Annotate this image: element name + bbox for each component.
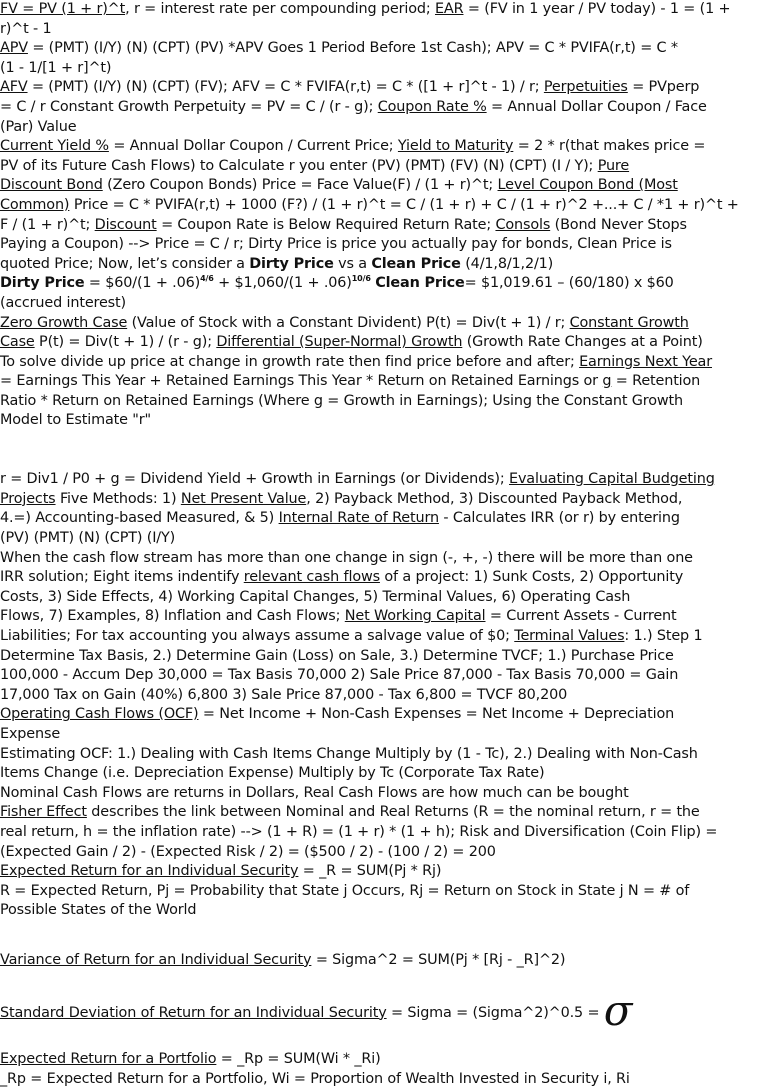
bold-term: Dirty Price bbox=[0, 275, 85, 292]
text-span: Estimating OCF: 1.) Dealing with Cash Items Change Multiply by (1 - Tc), 2.) Dealing with Non-Cash bbox=[0, 745, 698, 762]
text-span: (1 - 1/[1 + r]^t) bbox=[0, 59, 112, 76]
text-line bbox=[0, 843, 768, 863]
text-line bbox=[0, 372, 768, 392]
text-span: R = Expected Return, Pj = Probability that State j Occurs, Rj = Return on Stock in State j N = # of bbox=[0, 882, 690, 899]
text-line bbox=[0, 568, 768, 588]
text-span: r = Div1 / P0 + g = Dividend Yield + Growth in Earnings (or Dividends); bbox=[0, 471, 509, 488]
text-line bbox=[0, 255, 768, 275]
text-span: To solve divide up price at change in growth rate then find price before and after; bbox=[0, 353, 580, 370]
underlined-term: g bbox=[602, 373, 612, 390]
text-line bbox=[0, 196, 768, 216]
text-span: Nominal Cash Flows are returns in Dollars, Real Cash Flows are how much can be bought bbox=[0, 784, 629, 801]
text-line bbox=[0, 294, 768, 314]
text-span: , 2) Payback Method, 3) Discounted Payback Method, bbox=[306, 490, 683, 507]
text-span: Determine Tax Basis, 2.) Determine Gain (Loss) on Sale, 3.) Determine TVCF; 1.) Purchase Price bbox=[0, 647, 674, 664]
text-span: 100,000 - Accum Dep 30,000 = Tax Basis 70,000 2) Sale Price 87,000 - Tax Basis 70,000 = Gain bbox=[0, 667, 679, 684]
text-span: = _R = SUM(Pj * Rj) bbox=[298, 863, 442, 880]
text-span: Costs, 3) Side Effects, 4) Working Capital Changes, 5) Terminal Values, 6) Operating Cash bbox=[0, 588, 631, 605]
text-span: When the cash flow stream has more than one change in sign (-, +, -) there will be more than one bbox=[0, 549, 693, 566]
text-span: = (PMT) (I/Y) (N) (CPT) (PV) *APV Goes 1 Period Before 1st Cash); APV = C * PVIFA(r,t) = C * bbox=[27, 40, 678, 57]
text-span: (accrued interest) bbox=[0, 294, 126, 311]
text-line bbox=[0, 1070, 768, 1089]
text-line bbox=[0, 607, 768, 627]
text-line bbox=[0, 0, 768, 20]
underlined-term: Variance of Return for an Individual Security bbox=[0, 951, 312, 968]
underlined-term: Terminal Values bbox=[514, 628, 625, 644]
underlined-term: Discount Bond bbox=[0, 177, 103, 194]
text-line bbox=[0, 490, 768, 510]
text-span: (Growth Rate Changes at a Point) bbox=[462, 334, 703, 351]
text-line bbox=[0, 333, 768, 353]
text-span: = (PMT) (I/Y) (N) (CPT) (FV); AFV = C * FVIFA(r,t) = C * ([1 + r]^t - 1) / r; bbox=[27, 79, 544, 96]
bold-term: Clean Price bbox=[375, 275, 465, 292]
text-span: of a project: 1) Sunk Costs, 2) Opportunity bbox=[379, 569, 684, 586]
text-line bbox=[0, 157, 768, 177]
underlined-term: APV bbox=[0, 40, 28, 57]
bold-term: Clean Price bbox=[371, 255, 461, 272]
underlined-term: Current Yield % bbox=[0, 138, 109, 155]
text-line bbox=[0, 823, 768, 843]
text-line bbox=[0, 78, 768, 98]
underlined-term: Perpetuities bbox=[543, 79, 628, 96]
text-span: Five Methods: 1) bbox=[55, 490, 181, 507]
superscript: 4/6 bbox=[200, 274, 214, 284]
text-line bbox=[0, 20, 768, 40]
text-span: (Expected Gain / 2) - (Expected Risk / 2) = ($500 / 2) - (100 / 2) = 200 bbox=[0, 843, 496, 860]
text-span: + $1,060/(1 + .06) bbox=[213, 275, 352, 292]
text-span: (Value of Stock with a Constant Divident) P(t) = Div(t + 1) / r; bbox=[127, 314, 570, 331]
underlined-term: Expected Return for a Portfolio bbox=[0, 1051, 217, 1068]
blank-line bbox=[0, 971, 768, 1001]
text-span: Flows, 7) Examples, 8) Inflation and Cash Flows; bbox=[0, 608, 345, 625]
text-span: _Rp = Expected Return for a Portfolio, Wi = Proportion of Wealth Invested in Security i, Ri bbox=[0, 1070, 630, 1087]
text-line bbox=[0, 118, 768, 138]
text-line bbox=[0, 666, 768, 686]
text-span: = Current Assets - Current bbox=[485, 608, 677, 625]
underlined-term: Consols bbox=[495, 216, 551, 233]
blank-line bbox=[0, 1020, 768, 1050]
text-line bbox=[0, 470, 768, 490]
text-line bbox=[0, 686, 768, 706]
text-line bbox=[0, 411, 768, 431]
text-span: = Sigma^2 = SUM(Pj * [Rj - _R]^2) bbox=[311, 951, 566, 968]
underlined-term: Coupon Rate % bbox=[377, 98, 487, 115]
text-span: = C / r Constant Growth Perpetuity = PV = C / (r - g); bbox=[0, 98, 378, 115]
text-span: Price = C * PVIFA(r,t) + 1000 (F?) / (1 + r)^t = C / (1 + r) + C / (1 + r)^2 +...+ C / *1 + r)^t + bbox=[69, 196, 739, 213]
text-span: = _Rp = SUM(Wi * _Ri) bbox=[216, 1051, 381, 1068]
text-span: Ratio * Return on Retained Earnings (Where g = Growth in Earnings); Using the Constant Growth bbox=[0, 392, 683, 409]
text-span: = (FV in 1 year / PV today) - 1 = (1 + bbox=[463, 1, 731, 17]
underlined-term: Constant Growth bbox=[569, 314, 689, 331]
text-span: = Annual Dollar Coupon / Face bbox=[486, 98, 707, 115]
text-span: PV of its Future Cash Flows) to Calculate r you enter (PV) (PMT) (FV) (N) (CPT) (I / Y); bbox=[0, 157, 598, 174]
underlined-term: Projects bbox=[0, 490, 56, 507]
text-line bbox=[0, 353, 768, 373]
text-line bbox=[0, 725, 768, 745]
text-span: = Earnings This Year + Retained Earnings This Year * Return on Retained Earnings or bbox=[0, 373, 603, 390]
text-span: (Zero Coupon Bonds) Price = Face Value(F) / (1 + r)^t; bbox=[102, 177, 498, 194]
text-span: Paying a Coupon) --> Price = C / r; Dirty Price is price you actually pay for bonds, Clean Price is bbox=[0, 236, 672, 253]
text-span: = Coupon Rate is Below Required Return Rate; bbox=[156, 216, 496, 233]
underlined-term: Yield to Maturity bbox=[397, 138, 514, 155]
text-line bbox=[0, 314, 768, 334]
text-line bbox=[0, 647, 768, 667]
text-span: = 2 * r(that makes price = bbox=[513, 138, 706, 155]
text-line bbox=[0, 1050, 768, 1070]
text-span: , r = interest rate per compounding period; bbox=[125, 1, 435, 17]
text-span: (4/1,8/1,2/1) bbox=[460, 255, 554, 272]
text-line bbox=[0, 549, 768, 569]
underlined-term: Differential (Super-Normal) Growth bbox=[216, 334, 463, 351]
text-span: = Retention bbox=[611, 373, 701, 390]
underlined-term: Expected Return for an Individual Security bbox=[0, 863, 299, 880]
text-line bbox=[0, 862, 768, 882]
text-span: = Sigma = (Sigma^2)^0.5 = bbox=[386, 1004, 604, 1021]
underlined-term: Common) bbox=[0, 196, 70, 213]
text-span: Items Change (i.e. Depreciation Expense) Multiply by Tc (Corporate Tax Rate) bbox=[0, 765, 545, 782]
underlined-term: Discount bbox=[94, 216, 157, 233]
underlined-term: FV = PV (1 + r)^t bbox=[0, 1, 126, 17]
underlined-term: Standard Deviation of Return for an Individual Security bbox=[0, 1004, 387, 1021]
text-span: P(t) = Div(t + 1) / (r - g); bbox=[34, 334, 217, 351]
text-span: r)^t - 1 bbox=[0, 20, 52, 37]
text-line bbox=[0, 39, 768, 59]
underlined-term: Fisher Effect bbox=[0, 804, 87, 821]
text-span: F / (1 + r)^t; bbox=[0, 216, 95, 233]
text-span: (PV) (PMT) (N) (CPT) (I/Y) bbox=[0, 530, 176, 547]
text-line bbox=[0, 529, 768, 549]
underlined-term: Net Working Capital bbox=[344, 608, 486, 625]
text-span: (Bond Never Stops bbox=[550, 216, 687, 233]
underlined-term: relevant cash flows bbox=[243, 569, 380, 586]
sigma-symbol: σ bbox=[603, 985, 633, 1035]
text-line bbox=[0, 627, 768, 647]
underlined-term: AFV bbox=[0, 79, 28, 96]
text-line bbox=[0, 98, 768, 118]
text-line bbox=[0, 764, 768, 784]
text-line bbox=[0, 901, 768, 921]
blank-line bbox=[0, 451, 768, 471]
text-span: real return, h = the inflation rate) --> (1 + R) = (1 + r) * (1 + h); Risk and Diversification (Coin Flip) = bbox=[0, 823, 718, 840]
underlined-term: Operating Cash Flows (OCF) bbox=[0, 706, 199, 723]
text-line bbox=[0, 705, 768, 725]
text-span: = $1,019.61 – (60/180) x $60 bbox=[464, 275, 674, 292]
text-span: = Annual Dollar Coupon / Current Price; bbox=[108, 138, 398, 155]
text-span: Expense bbox=[0, 725, 61, 742]
text-span: IRR solution; Eight items indentify bbox=[0, 569, 244, 586]
text-span: : 1.) Step 1 bbox=[624, 628, 703, 644]
text-line bbox=[0, 235, 768, 255]
text-line bbox=[0, 392, 768, 412]
underlined-term: Net Present Value bbox=[180, 490, 307, 507]
text-span: quoted Price; Now, let’s consider a bbox=[0, 255, 250, 272]
text-line bbox=[0, 59, 768, 79]
text-span: (Par) Value bbox=[0, 118, 77, 135]
text-span: Possible States of the World bbox=[0, 902, 197, 919]
text-span: describes the link between Nominal and Real Returns (R = the nominal return, r = the bbox=[86, 804, 700, 821]
text-line bbox=[0, 588, 768, 608]
underlined-term: Level Coupon Bond (Most bbox=[497, 177, 678, 194]
text-line bbox=[0, 803, 768, 823]
text-line bbox=[0, 951, 768, 971]
underlined-term: EAR bbox=[434, 1, 464, 17]
underlined-term: Pure bbox=[597, 157, 630, 174]
underlined-term: Earnings Next Year bbox=[579, 353, 712, 370]
text-line bbox=[0, 216, 768, 236]
underlined-term: Evaluating Capital Budgeting bbox=[509, 471, 715, 488]
text-line bbox=[0, 176, 768, 196]
text-span: = $60/(1 + .06) bbox=[84, 275, 201, 292]
text-span: = PVperp bbox=[627, 79, 700, 96]
text-span: vs a bbox=[333, 255, 372, 272]
text-span: Model to Estimate "r" bbox=[0, 412, 151, 429]
underlined-term: Internal Rate of Return bbox=[278, 510, 439, 527]
text-line bbox=[0, 985, 768, 1035]
text-span: - Calculates IRR (or r) by entering bbox=[438, 510, 680, 527]
text-line bbox=[0, 784, 768, 804]
underlined-term: Zero Growth Case bbox=[0, 314, 128, 331]
bold-term: Dirty Price bbox=[249, 255, 334, 272]
text-line bbox=[0, 745, 768, 765]
underlined-term: Case bbox=[0, 334, 35, 351]
superscript: 10/6 bbox=[351, 274, 371, 284]
blank-line bbox=[0, 431, 768, 451]
text-span: = Net Income + Non-Cash Expenses = Net Income + Depreciation bbox=[198, 706, 675, 723]
text-line bbox=[0, 274, 768, 294]
blank-line bbox=[0, 921, 768, 951]
text-span: 17,000 Tax on Gain (40%) 6,800 3) Sale Price 87,000 - Tax 6,800 = TVCF 80,200 bbox=[0, 686, 568, 703]
text-line bbox=[0, 509, 768, 529]
text-line bbox=[0, 882, 768, 902]
text-span: Liabilities; For tax accounting you always assume a salvage value of $0; bbox=[0, 628, 515, 644]
text-span: 4.=) Accounting-based Measured, & 5) bbox=[0, 510, 279, 527]
text-line bbox=[0, 137, 768, 157]
